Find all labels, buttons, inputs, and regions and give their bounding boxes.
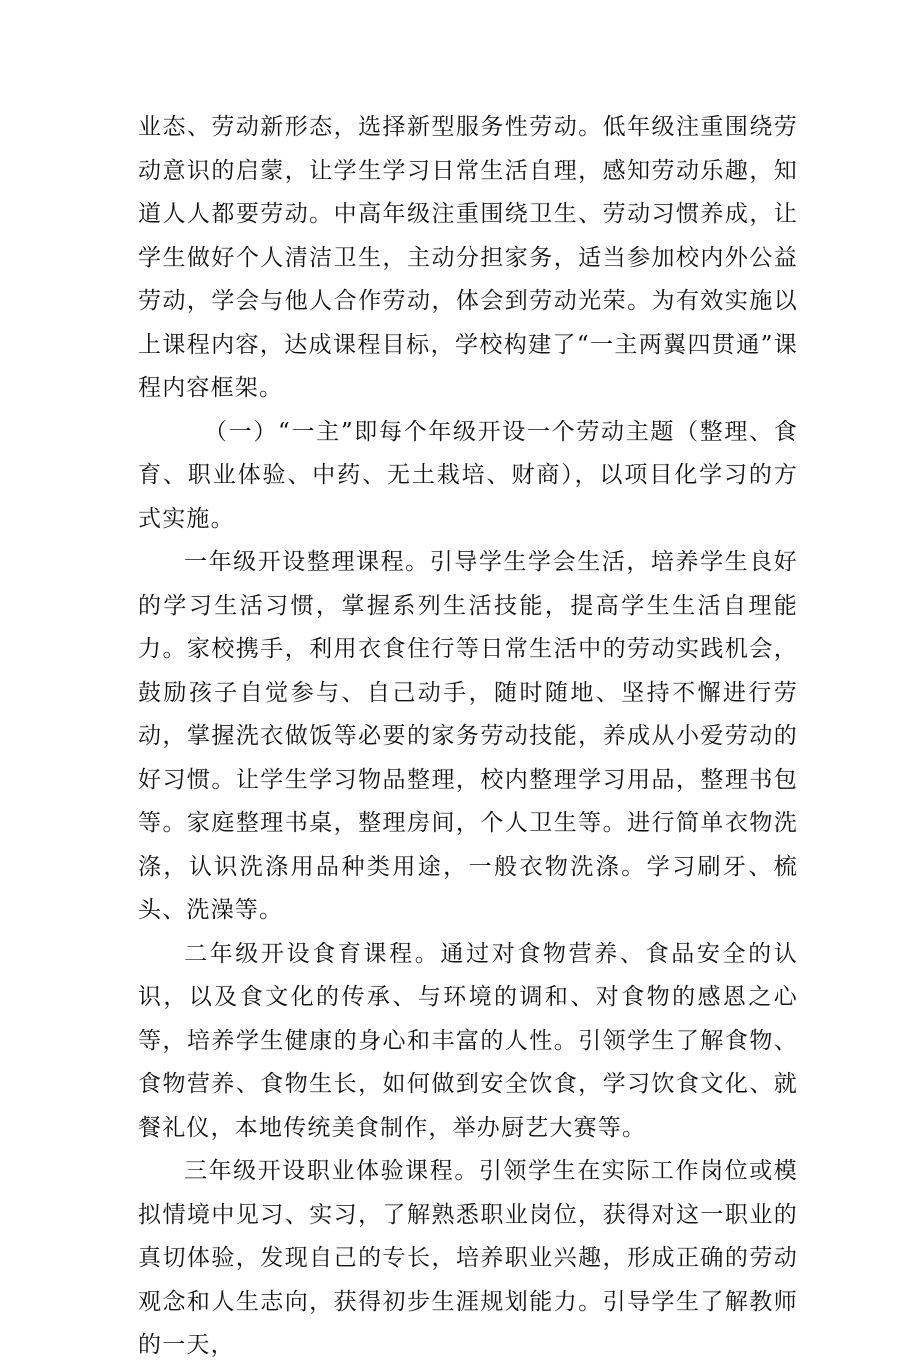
paragraph-continuation: 业态、劳动新形态，选择新型服务性劳动。低年级注重围绕劳动意识的启蒙，让学生学习日常生活自理，感知劳动乐趣，知道人人都要劳动。中高年级注重围绕卫生、劳动习惯养成，让学生做好个人清洁卫生，主动分担家务，适当参加校内外公益劳动，学会与他人合作劳动，体会到劳动光荣。为有效实施以上课程内容，达成课程目标，学校构建了“一主两翼四贯通”课程内容框架。 bbox=[138, 114, 798, 401]
document-body bbox=[138, 106, 798, 1368]
paragraph-grade-one: 一年级开设整理课程。引导学生学会生活，培养学生良好的学习生活习惯，掌握系列生活技能，提高学生生活自理能力。家校携手，利用衣食住行等日常生活中的劳动实践机会，鼓励孩子自觉参与、自己动手，随时随地、坚持不懈进行劳动，掌握洗衣做饭等必要的家务劳动技能，养成从小爱劳动的好习惯。让学生学习物品整理，校内整理学习用品，整理书包等。家庭整理书桌，整理房间，个人卫生等。进行简单衣物洗涤，认识洗涤用品种类用途，一般衣物洗涤。学习刷牙、梳头、洗澡等。 bbox=[138, 549, 798, 923]
paragraph-section-one-main: （一）“一主”即每个年级开设一个劳动主题（整理、食育、职业体验、中药、无土栽培、财商），以项目化学习的方式实施。 bbox=[138, 418, 798, 532]
paragraph-grade-three: 三年级开设职业体验课程。引领学生在实际工作岗位或模拟情境中见习、实习，了解熟悉职业岗位，获得对这一职业的真切体验，发现自己的专长，培养职业兴趣，形成正确的劳动观念和人生志向，获得初步生涯规划能力。引导学生了解教师的一天， bbox=[138, 1158, 798, 1358]
paragraph-grade-two: 二年级开设食育课程。通过对食物营养、食品安全的认识，以及食文化的传承、与环境的调和、对食物的感恩之心等，培养学生健康的身心和丰富的人性。引领学生了解食物、食物营养、食物生长，如何做到安全饮食，学习饮食文化、就餐礼仪，本地传统美食制作，举办厨艺大赛等。 bbox=[138, 940, 798, 1141]
